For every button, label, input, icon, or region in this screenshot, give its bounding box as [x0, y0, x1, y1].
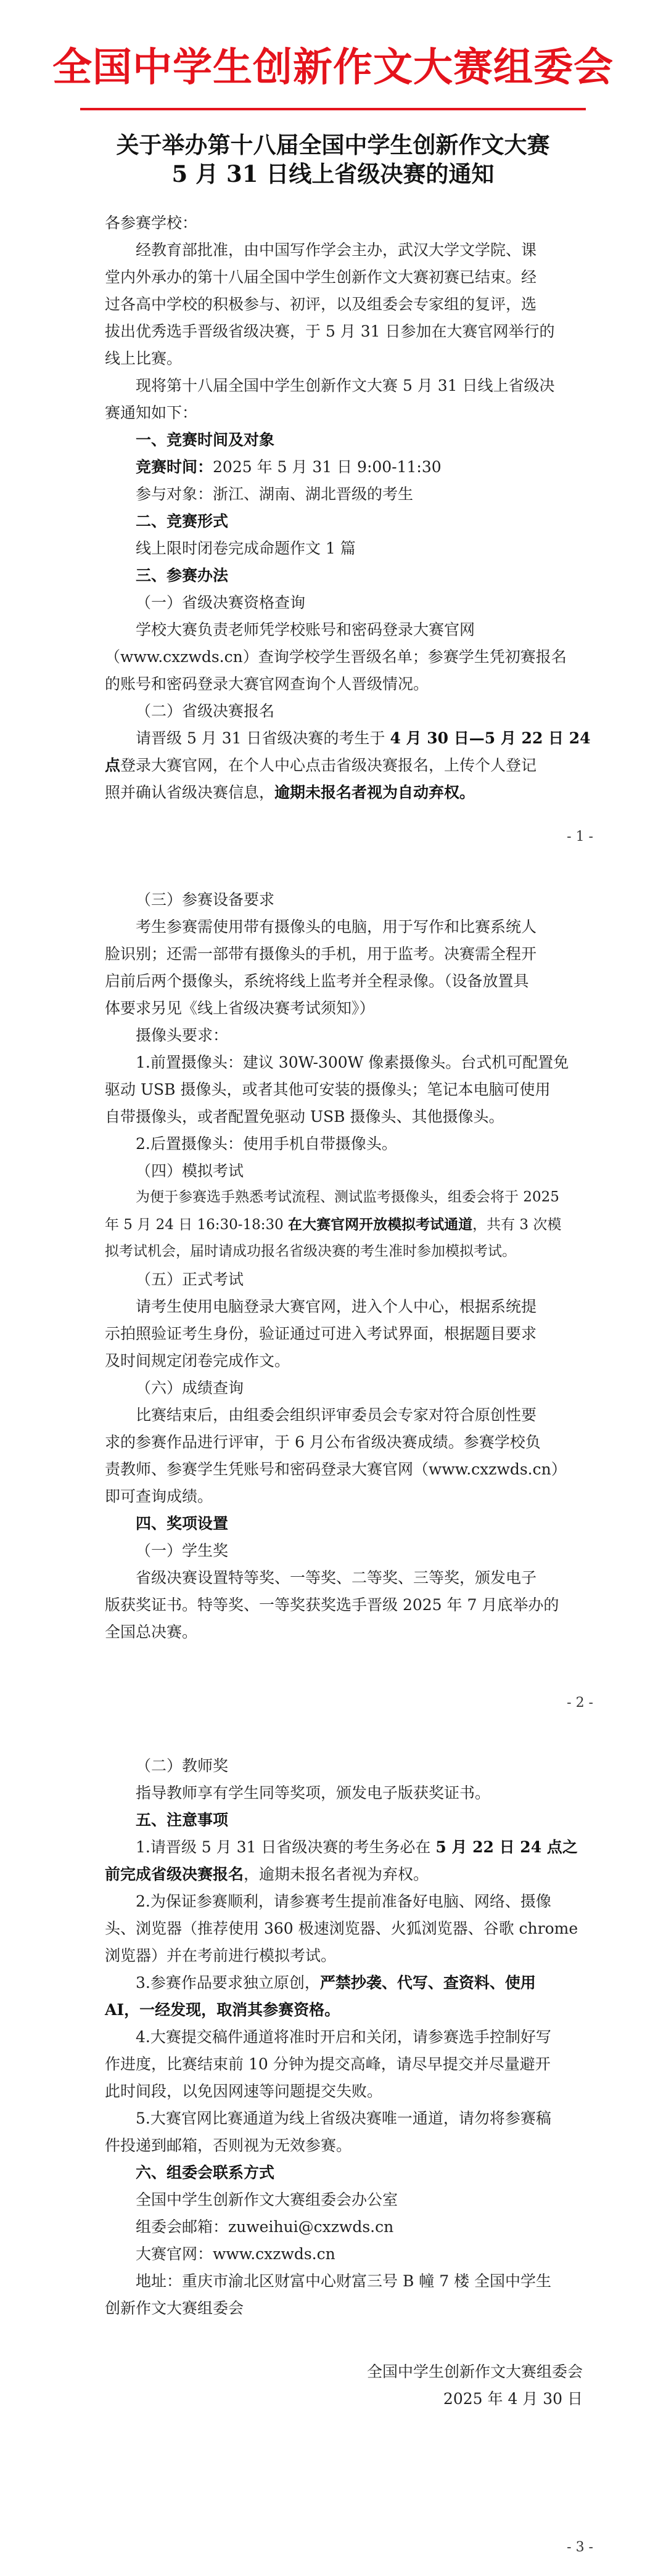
intro-line: 拔出优秀选手晋级省级决赛，于 5 月 31 日参加在大赛官网举行的 [105, 322, 555, 340]
subsection-heading: （四）模拟考试 [136, 1162, 244, 1180]
body-line: 比赛结束后，由组委会组织评审委员会专家对符合原创性要 [136, 1406, 537, 1424]
body-line: 2.为保证参赛顺利，请参赛考生提前准备好电脑、网络、摄像 [136, 1892, 551, 1910]
body-line [105, 1217, 561, 1232]
page-3 [0, 1732, 666, 2576]
body-line: 浏览器）并在考前进行模拟考试。 [105, 1947, 337, 1965]
body-line: 4.大赛提交稿件通道将准时开启和关闭，请参赛选手控制好写 [136, 2028, 551, 2046]
text-run: ，逾期未报名者视为弃权。 [244, 1865, 429, 1883]
page-number: - 3 - [567, 2540, 593, 2555]
body-line: 省级决赛设置特等奖、一等奖、二等奖、三等奖，颁发电子 [136, 1569, 537, 1587]
body-line: 全国总决赛。 [105, 1623, 198, 1641]
page-2 [0, 866, 666, 1732]
body-line: 考生参赛需使用带有摄像头的电脑，用于写作和比赛系统人 [136, 918, 537, 936]
body-line: 1.前置摄像头：建议 30W-300W 像素摄像头。台式机可配置免 [136, 1053, 569, 1071]
intro-line: 堂内外承办的第十八届全国中学生创新作文大赛初赛已结束。经 [105, 268, 537, 286]
body-line [105, 1867, 429, 1882]
signature-org: 全国中学生创新作文大赛组委会 [366, 2363, 583, 2381]
body-line [105, 785, 475, 800]
text-run-bold: 前完成省级决赛报名 [105, 1865, 244, 1883]
contact-email[interactable]: 组委会邮箱：zuweihui@cxzwds.cn [136, 2218, 394, 2236]
subsection-heading: （二）教师奖 [136, 1757, 229, 1775]
body-line: 拟考试机会，届时请成功报名省级决赛的考生准时参加模拟考试。 [105, 1243, 516, 1259]
body-line [136, 730, 591, 746]
section-heading: 二、竞赛形式 [136, 512, 229, 530]
body-line: 件投递到邮箱，否则视为无效参赛。 [105, 2136, 352, 2154]
subsection-heading: （六）成绩查询 [136, 1379, 244, 1397]
section-heading: 六、组委会联系方式 [136, 2164, 275, 2181]
body-line: （www.cxzwds.cn）查询学校学生晋级名单；参赛学生凭初赛报名 [105, 648, 567, 666]
subsection-heading: （一）学生奖 [136, 1542, 229, 1560]
section-heading: 四、奖项设置 [136, 1515, 229, 1532]
contact-org: 全国中学生创新作文大赛组委会办公室 [136, 2191, 398, 2209]
subsection-heading: （一）省级决赛资格查询 [136, 594, 306, 611]
body-line: 指导教师享有学生同等奖项，颁发电子版获奖证书。 [136, 1784, 491, 1802]
intro-line: 线上比赛。 [105, 350, 183, 367]
text-run-bold: 严禁抄袭、代写、查资料、使用 [319, 1974, 536, 1992]
text-run-bold: 在大赛官网开放模拟考试通道 [288, 1216, 473, 1233]
subsection-heading: （三）参赛设备要求 [136, 891, 275, 909]
body-line: AI，一经发现，取消其参赛资格。 [105, 2001, 340, 2019]
body-line: 体要求另见《线上省级决赛考试须知》） [105, 999, 375, 1017]
body-line: 5.大赛官网比赛通道为线上省级决赛唯一通道，请勿将参赛稿 [136, 2109, 551, 2127]
text-run: 3.参赛作品要求独立原创， [136, 1974, 320, 1992]
body-line [136, 1839, 578, 1855]
section-heading: 五、注意事项 [136, 1811, 229, 1829]
body-line: 求的参赛作品进行评审，于 6 月公布省级决赛成绩。参赛学校负 [105, 1433, 541, 1451]
contest-target: 参与对象：浙江、湖南、湖北晋级的考生 [136, 485, 414, 503]
body-line: 摄像头要求： [136, 1026, 229, 1044]
contact-address: 创新作文大赛组委会 [105, 2299, 244, 2317]
subsection-heading: （二）省级决赛报名 [136, 702, 275, 720]
body-line: 作进度，比赛结束前 10 分钟为提交高峰，请尽早提交并尽量避开 [105, 2055, 551, 2073]
doc-title-line2: 5 月 31 日线上省级决赛的通知 [171, 160, 495, 187]
text-run-bold: 4 月 30 日—5 月 22 日 24 [390, 729, 591, 747]
notice-line: 现将第十八届全国中学生创新作文大赛 5 月 31 日线上省级决 [136, 377, 555, 395]
body-line: 头、浏览器（推荐使用 360 极速浏览器、火狐浏览器、谷歌 chrome [105, 1920, 578, 1937]
body-line: 启前后两个摄像头，系统将线上监考并全程录像。（设备放置具 [105, 972, 529, 990]
body-line: 学校大赛负责老师凭学校账号和密码登录大赛官网 [136, 621, 475, 639]
intro-line: 经教育部批准，由中国写作学会主办，武汉大学文学院、课 [136, 241, 537, 259]
body-line: 版获奖证书。特等奖、一等奖获奖选手晋级 2025 年 7 月底举办的 [105, 1596, 559, 1614]
doc-title-line1: 关于举办第十八届全国中学生创新作文大赛 [116, 131, 550, 158]
section-heading: 一、竞赛时间及对象 [136, 431, 275, 449]
contact-website[interactable]: 大赛官网：www.cxzwds.cn [136, 2245, 335, 2263]
body-line: 请考生使用电脑登录大赛官网，进入个人中心，根据系统提 [136, 1298, 537, 1315]
text-run: 1.请晋级 5 月 31 日省级决赛的考生务必在 [136, 1838, 436, 1856]
text-run: 照并确认省级决赛信息， [105, 783, 275, 801]
body-line: 示拍照验证考生身份，验证通过可进入考试界面，根据题目要求 [105, 1325, 537, 1343]
signature-date: 2025 年 4 月 30 日 [443, 2390, 583, 2408]
page-1 [0, 0, 666, 866]
body-line: 即可查询成绩。 [105, 1487, 213, 1505]
text-run: 请晋级 5 月 31 日省级决赛的考生于 [136, 729, 390, 747]
body-line: 此时间段，以免因网速等问题提交失败。 [105, 2082, 383, 2100]
body-line [136, 1975, 536, 1990]
text-run: 年 5 月 24 日 16:30-18:30 [105, 1217, 289, 1233]
text-run: ，共有 3 次模 [472, 1217, 562, 1233]
contest-format: 线上限时闭卷完成命题作文 1 篇 [136, 539, 356, 557]
contact-address: 地址：重庆市渝北区财富中心财富三号 B 幢 7 楼 全国中学生 [136, 2272, 552, 2290]
body-line: 为便于参赛选手熟悉考试流程、测试监考摄像头，组委会将于 2025 [136, 1189, 559, 1205]
text-run-bold: 5 月 22 日 24 点之 [435, 1838, 578, 1856]
text-run-bold: 点 [105, 756, 121, 774]
body-line: 责教师、参赛学生凭账号和密码登录大赛官网（www.cxzwds.cn） [105, 1460, 567, 1478]
body-line: 脸识别；还需一部带有摄像头的手机，用于监考。决赛需全程开 [105, 945, 537, 963]
body-line: 自带摄像头，或者配置免驱动 USB 摄像头、其他摄像头。 [105, 1108, 504, 1126]
contest-time-value: 2025 年 5 月 31 日 9:00-11:30 [213, 458, 442, 476]
contest-time [136, 459, 442, 475]
notice-line: 赛通知如下： [105, 404, 198, 422]
body-line: 的账号和密码登录大赛官网查询个人晋级情况。 [105, 675, 429, 693]
org-header: 全国中学生创新作文大赛组委会 [52, 44, 614, 91]
salutation: 各参赛学校： [105, 214, 198, 232]
body-line: 2.后置摄像头：使用手机自带摄像头。 [136, 1135, 397, 1153]
contest-time-label: 竞赛时间： [136, 458, 213, 476]
section-heading: 三、参赛办法 [136, 566, 229, 584]
body-line: 驱动 USB 摄像头，或者其他可安装的摄像头；笔记本电脑可使用 [105, 1081, 551, 1098]
text-run: 登录大赛官网，在个人中心点击省级决赛报名，上传个人登记 [120, 756, 537, 774]
header-divider [80, 108, 586, 110]
subsection-heading: （五）正式考试 [136, 1270, 244, 1288]
page-number: - 1 - [567, 829, 593, 844]
body-line [105, 758, 536, 773]
page-number: - 2 - [567, 1695, 593, 1711]
text-run-bold: 逾期未报名者视为自动弃权。 [274, 783, 475, 801]
intro-line: 过各高中学校的积极参与、初评，以及组委会专家组的复评，选 [105, 295, 537, 313]
body-line: 及时间规定闭卷完成作文。 [105, 1352, 290, 1370]
